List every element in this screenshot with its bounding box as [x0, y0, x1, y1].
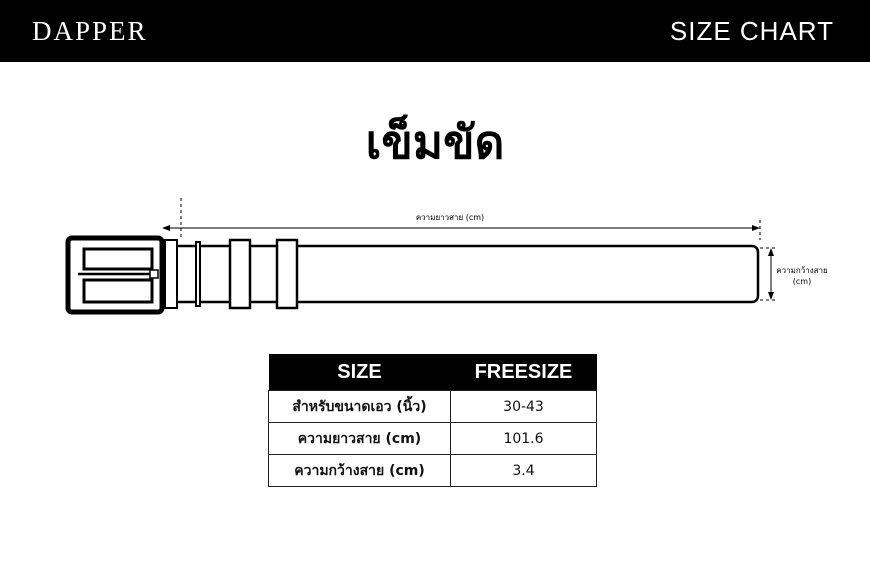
width-label-line1: ความกว้างสาย	[776, 266, 828, 275]
header-freesize: FREESIZE	[451, 354, 597, 391]
table-row	[269, 391, 597, 423]
width-arrow-top	[768, 248, 774, 256]
belt-diagram	[0, 190, 870, 320]
buckle-lower-window	[84, 280, 152, 302]
length-label: ความยาวสาย (cm)	[415, 213, 485, 222]
row-value-length: 101.6	[451, 423, 597, 455]
brand-logo: DAPPER	[32, 16, 148, 46]
width-label-line2: (cm)	[792, 277, 812, 286]
table-row	[269, 455, 597, 487]
width-arrow-bottom	[768, 292, 774, 300]
top-bar	[0, 0, 870, 62]
row-label-width: ความกว้างสาย (cm)	[269, 455, 451, 487]
belt-illustration	[0, 190, 870, 320]
length-arrow-left	[162, 225, 170, 231]
length-arrow-right	[752, 225, 760, 231]
belt-loop-thin	[196, 242, 200, 306]
table-row	[269, 423, 597, 455]
page-title: เข็มขัด	[365, 115, 505, 169]
row-value-waist: 30-43	[451, 391, 597, 423]
width-label	[772, 265, 832, 287]
table-header-row	[269, 354, 597, 391]
row-label-waist: สำหรับขนาดเอว (นิ้ว)	[269, 391, 451, 423]
size-chart-label: SIZE CHART	[669, 16, 834, 46]
row-label-length: ความยาวสาย (cm)	[269, 423, 451, 455]
belt-fold	[165, 240, 177, 308]
belt-loop-1	[230, 240, 250, 308]
size-table	[268, 354, 597, 487]
belt-loop-2	[277, 240, 297, 308]
row-value-width: 3.4	[451, 455, 597, 487]
buckle-prong-tip	[150, 270, 158, 278]
belt-strap	[170, 246, 758, 302]
header-size: SIZE	[269, 354, 451, 391]
buckle-upper-window	[84, 249, 152, 269]
